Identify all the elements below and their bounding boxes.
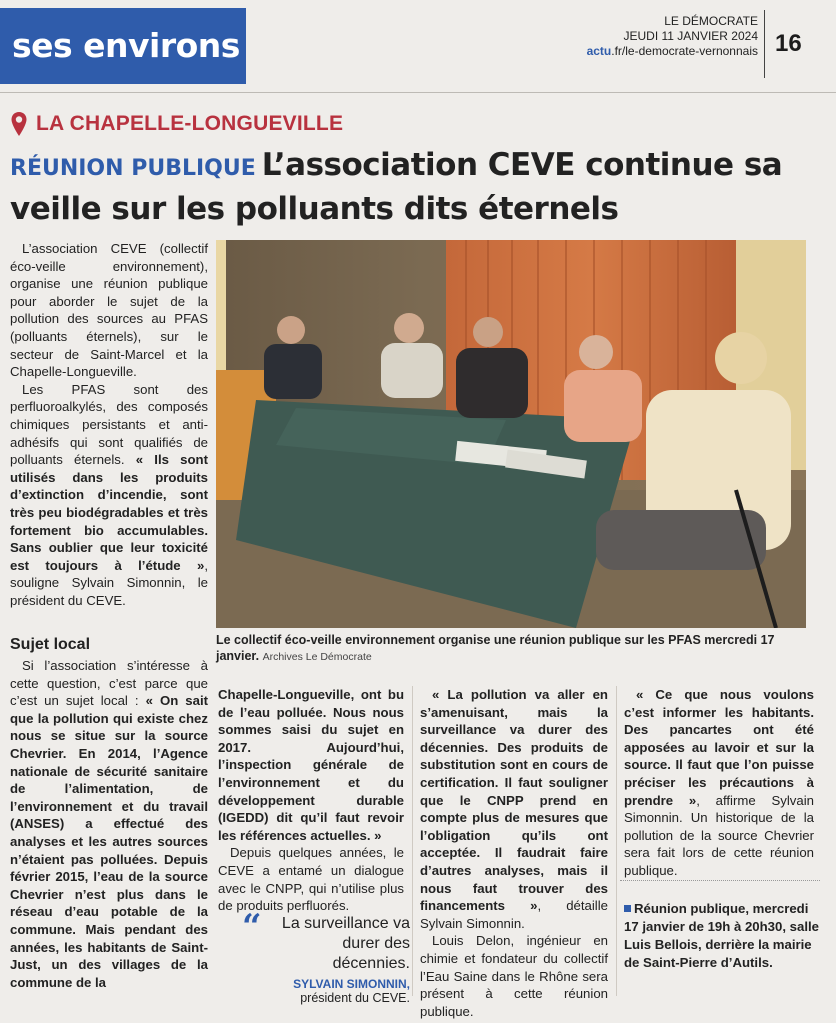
col4-paragraph-1 <box>624 686 814 880</box>
page-number: 16 <box>764 10 836 78</box>
sujet-local-column <box>10 635 208 991</box>
column-4 <box>624 686 814 880</box>
location-name: LA CHAPELLE-LONGUEVILLE <box>36 112 344 135</box>
site-accent: actu <box>586 44 612 58</box>
intro-p2-a: Les PFAS sont des perfluoroalkylés, des composés chimiques persistants et anti-adhésifs qui sont qualifiés de polluants éternels. <box>10 381 208 468</box>
intro-p2-b: , souligne Sylvain Simonnin, le président du CEVE. <box>10 557 208 608</box>
info-divider <box>620 880 820 881</box>
headline-title: L’association CEVE continue sa veille sur les polluants dits éternels <box>10 147 783 227</box>
masthead <box>587 14 758 59</box>
col2-paragraph-2: Depuis quelques années, le CEVE a entamé un dialogue avec le CNPP, qui n’utilise plus de produits perfluorés. <box>218 845 404 914</box>
col3-attribution: , détaille Sylvain Simonnin. <box>420 898 609 931</box>
pull-quote-text: La surveillance va durer des décennies. <box>281 915 410 972</box>
col2-paragraph-1: Chapelle-Longueville, ont bu de l’eau polluée. Nous nous sommes saisi du sujet en 2017. Aujourd’hui, l’inspection générale de l’environnement et du développement durable (IGEDD) dit qu’il faut revoir les références actuelles. » <box>218 687 404 843</box>
column-3 <box>420 686 608 1020</box>
event-info-text: Réunion publique, mercredi 17 janvier de 19h à 20h30, salle Luis Bellois, derrière la mairie de Saint-Pierre d’Autils. <box>624 901 820 970</box>
col3-paragraph-2: Louis Delon, ingénieur en chimie et fondateur du collectif l’Eau Saine dans le Rhône sera présent à cette réunion publique. <box>420 933 608 1019</box>
issue-date: JEUDI 11 JANVIER 2024 <box>623 29 758 43</box>
intro-column <box>10 240 208 609</box>
location-pin-icon <box>10 111 28 137</box>
bullet-square-icon <box>624 905 631 912</box>
col3-paragraph-1 <box>420 686 608 932</box>
caption-text: Le collectif éco-veille environnement organise une réunion publique sur les PFAS mercredi 17 janvier. <box>216 633 775 663</box>
col4-attribution: , affirme Sylvain Simonnin. Un historique de la pollution de la source Chevrier sera fait lors de cette réunion publique. <box>624 792 814 878</box>
photo-credit: Archives Le Démocrate <box>262 651 372 663</box>
quote-mark-icon: “ <box>242 907 262 947</box>
paper-name: LE DÉMOCRATE <box>664 14 758 28</box>
section-subhead: Sujet local <box>10 636 91 653</box>
pull-quote <box>242 907 410 1005</box>
site-rest: .fr/le-democrate-vernonnais <box>611 44 758 58</box>
header-divider <box>0 92 836 93</box>
section-banner: ses environs <box>0 8 246 84</box>
event-info <box>624 900 820 972</box>
article-photo <box>216 240 806 628</box>
article-headline <box>10 145 825 229</box>
pull-quote-author: SYLVAIN SIMONNIN, <box>293 977 410 991</box>
sujet-local-paragraph <box>10 657 208 991</box>
sujet-local-quote: « On sait que la pollution qui existe chez nous se situe sur la source Chevrier. En 2014, l’Agence nationale de sécurité sanitaire de l’alimentation, de l’environnement et du travail (ANSES) a effectué des analyses et les autres sources n’étaient pas polluées. Depuis février 2015, l’eau de la source Chevrier n’est plus dans le réseau d’eau potable de la commune. Mais pendant des années, les habitants de Saint-Just, un des villages de la commune de la <box>10 693 209 990</box>
column-2 <box>218 686 404 915</box>
column-divider <box>412 686 413 996</box>
column-divider <box>616 686 617 996</box>
location-line <box>10 108 343 140</box>
photo-caption <box>216 632 816 665</box>
col4-quote: « Ce que nous voulons c’est informer les habitants. Des pancartes ont été apposées au lavoir et sur la source. Il faut que l’on puisse préciser les précautions à prendre » <box>624 687 814 808</box>
col3-quote: « La pollution va aller en s’amenuisant, mais la surveillance va durer des décennies. Des produits de substitution sont en cours de certification. Il faut souligner que le CNPP prend en compte plus de mesures que l’obligation qu’ils ont acceptée. Il faudrait faire d’autres analyses, mais il nous faut trouver des financements » <box>420 687 608 914</box>
sujet-local-a: Si l’association s’intéresse à cette question, c’est parce que c’est un sujet local : <box>10 658 208 709</box>
pull-quote-role: président du CEVE. <box>300 991 410 1005</box>
intro-p2-quote: « Ils sont utilisés dans les produits d’extinction d’incendie, sont très peu biodégradables et très fortement bio accumulables. Sans oublier que leur toxicité est toujours à l’étude » <box>10 452 208 573</box>
intro-paragraph-1: L’association CEVE (collectif éco-veille environnement), organise une réunion publique pour aborder le sujet de la pollution des sources au PFAS (polluants éternels), sur le secteur de Saint-Marcel et la Chapelle-Longueville. <box>10 241 208 380</box>
headline-kicker: RÉUNION PUBLIQUE <box>10 156 256 181</box>
site-url <box>587 44 758 59</box>
meeting-photo-illustration <box>216 240 806 628</box>
intro-paragraph-2 <box>10 381 208 610</box>
